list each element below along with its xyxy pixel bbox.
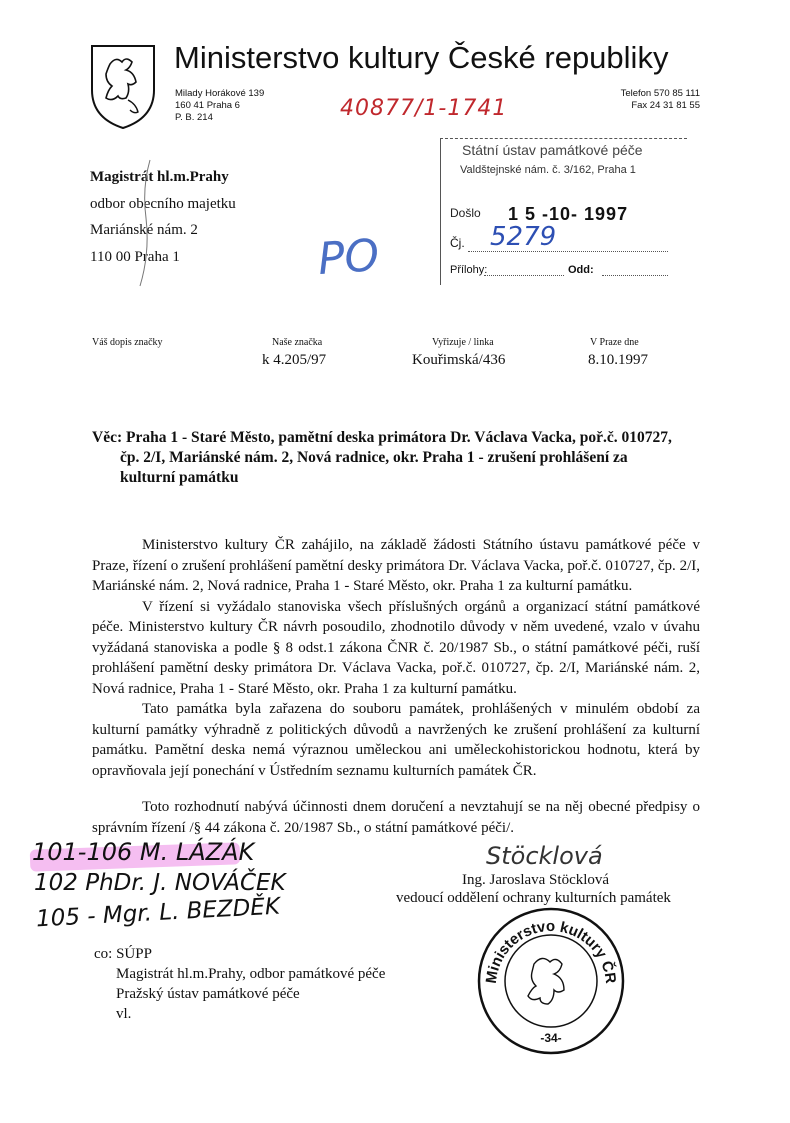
address-line: P. B. 214 (175, 112, 213, 123)
ministry-title: Ministerstvo kultury České republiky (174, 40, 669, 75)
handwritten-po-mark: PO (316, 229, 381, 286)
czech-lion-crest-icon (88, 42, 158, 130)
copies-list (94, 944, 385, 1024)
address-line: Milady Horákové 139 (175, 88, 265, 99)
handwritten-note: 102 PhDr. J. NOVÁČEK (34, 870, 286, 896)
copy-recipient: vl. (116, 1006, 132, 1022)
seal-number: -34- (540, 1031, 562, 1045)
letter-date: 8.10.1997 (588, 352, 648, 368)
your-ref-label: Váš dopis značky (92, 337, 163, 348)
phone-line: Telefon 570 85 111 (620, 88, 700, 99)
received-stamp (440, 138, 690, 288)
stamp-dotted-line (468, 251, 668, 252)
copies-label: co: SÚPP (94, 946, 152, 962)
stamp-ref-label: Čj. (450, 236, 465, 250)
date-label: V Praze dne (590, 337, 639, 348)
handwritten-note: 101-106 M. LÁZÁK (32, 838, 255, 866)
subject-line-3: kulturní památku (120, 469, 239, 486)
subject-line-1: Věc: Praha 1 - Staré Město, pamětní deska primátora Dr. Václava Vacka, poř.č. 010727, (92, 429, 672, 446)
stamp-attachments-label: Přílohy: (450, 264, 488, 276)
ministry-address (175, 88, 264, 124)
stamp-department-label: Odd: (568, 264, 594, 276)
copy-recipient: Magistrát hl.m.Prahy, odbor památkové péče (116, 966, 386, 982)
seal-text: Ministerstvo kultury ČR (482, 917, 620, 985)
fax-line: Fax 24 31 81 55 (631, 100, 700, 111)
handled-by-value: Kouřimská/436 (412, 352, 506, 368)
stamp-ref-number: 5279 (490, 222, 557, 252)
seal-lion-icon (528, 958, 564, 1004)
our-ref-value: k 4.205/97 (262, 352, 327, 368)
stamp-institution: Státní ústav památkové péče (462, 142, 643, 158)
body-paragraph: V řízení si vyžádalo stanoviska všech příslušných orgánů a organizací státní památkové péče. Ministerstvo kultury ČR návrh posoudilo, zhodnotilo důvody v něm uvedené, vzalo v úvahu vyžádaná stanoviska a podle § 8 odst.1 zákona ČNR č. 20/1987 Sb., o státní památkové péči, ruší prohlášení pamětní desky primátora Dr. Václava Vacka, poř.č. 010727, čp. 2/I, Mariánské nám. 2, Nová radnice, Praha 1 - Staré Město, okr. Praha 1 za kulturní památku. (92, 598, 700, 697)
recipient-line: odbor obecního majetku (90, 195, 236, 212)
recipient-line: Magistrát hl.m.Prahy (90, 169, 229, 185)
body-paragraph: Toto rozhodnutí nabývá účinnosti dnem doručení a nevztahují se na něj obecné předpisy o správním řízení /§ 44 zákona č. 20/1987 Sb., o státní památkové péči/. (92, 799, 700, 836)
stamp-received-date: 1 5 -10- 1997 (508, 204, 629, 224)
subject-line (92, 428, 712, 488)
pencil-stroke-mark (120, 158, 160, 288)
recipient-address (90, 164, 236, 270)
handwritten-signature: Stöcklová (486, 842, 603, 870)
stamp-address: Valdštejnské nám. č. 3/162, Praha 1 (460, 164, 636, 176)
round-official-seal (476, 906, 626, 1056)
recipient-line: Mariánské nám. 2 (90, 222, 198, 238)
body-paragraph: Ministerstvo kultury ČR zahájilo, na základě žádosti Státního ústavu památkové péče v Praze, řízení o zrušení prohlášení pamětní desky primátora Dr. Václava Vacka, poř.č. 010727, čp. 2/I, Mariánské nám. 2, Nová radnice, Praha 1 - Staré Město, okr. Praha 1 za kulturní památku. (92, 537, 700, 594)
subject-line-2: čp. 2/I, Mariánské nám. 2, Nová radnice, okr. Praha 1 - zrušení prohlášení za (120, 449, 628, 466)
handwritten-note: 105 - Mgr. L. BEZDĚK (35, 893, 281, 933)
stamp-received-label: Došlo (450, 206, 481, 220)
letter-body (92, 535, 700, 838)
stamp-dotted-line (484, 275, 564, 276)
handled-by-label: Vyřizuje / linka (432, 337, 494, 348)
ministry-contact (621, 88, 700, 112)
recipient-line: 110 00 Praha 1 (90, 248, 180, 265)
signer-role: vedoucí oddělení ochrany kulturních památek (396, 890, 671, 906)
address-line: 160 41 Praha 6 (175, 100, 240, 111)
our-ref-label: Naše značka (272, 337, 323, 348)
signer-name: Ing. Jaroslava Stöcklová (462, 872, 610, 888)
stamp-dotted-line (602, 275, 668, 276)
body-paragraph: Tato památka byla zařazena do souboru památek, prohlášených v minulém období za kulturní památky výhradně z politických důvodů a navržených ke zrušení prohlášení za kulturní památku. Pamětní deska nemá výraznou uměleckou ani uměleckohistorickou hodnotu, která by opravňovala její ponechání v Ústředním seznamu kulturních památek ČR. (92, 701, 700, 779)
handwritten-file-number: 40877/1-1741 (340, 96, 508, 121)
copy-recipient: Pražský ústav památkové péče (116, 986, 300, 1002)
